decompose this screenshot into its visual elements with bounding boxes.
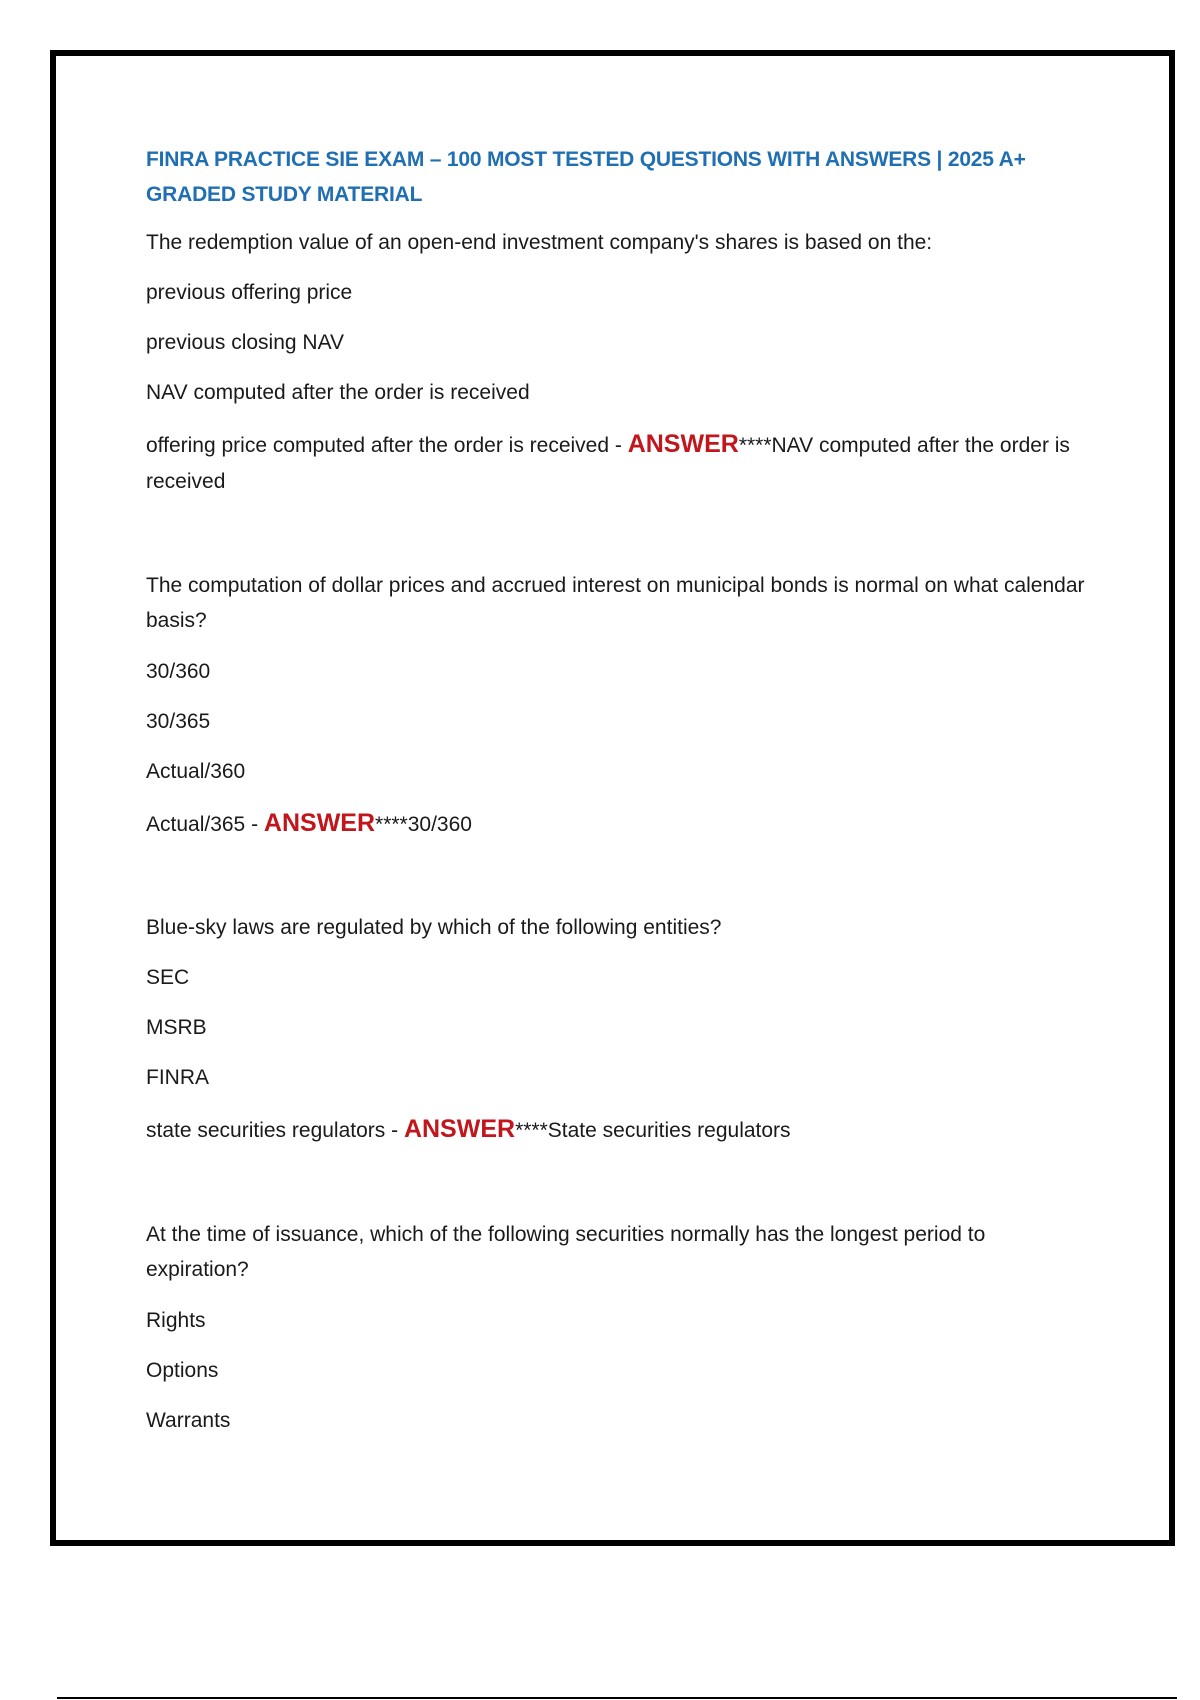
answer-separator: - (609, 434, 628, 457)
page-bottom-rule (57, 1697, 1177, 1699)
answer-label: ANSWER (627, 430, 739, 458)
answer-option: previous offering price (146, 281, 353, 304)
question-prompt: The computation of dollar prices and accrued interest on municipal bonds is normal on what calendar basis? (146, 574, 1085, 632)
question-prompt: Blue-sky laws are regulated by which of the following entities? (146, 916, 722, 939)
answer-label: ANSWER (403, 1115, 516, 1143)
answer-separator: - (245, 813, 264, 836)
answer-option: 30/365 (146, 710, 211, 733)
question-block (146, 911, 1086, 1149)
answer-label: ANSWER (263, 809, 376, 837)
answer-text: NAV computed after the order is received (146, 434, 1070, 493)
question-block (146, 226, 1086, 500)
question-block (146, 1217, 1086, 1437)
question-prompt: At the time of issuance, which of the following securities normally has the longest period to expiration? (146, 1223, 986, 1281)
answer-marker: **** (375, 813, 408, 836)
answer-marker: **** (738, 434, 772, 457)
answer-option: Options (146, 1359, 219, 1382)
answer-separator: - (385, 1119, 404, 1142)
answer-option: SEC (146, 966, 190, 989)
answer-option-with-answer (146, 805, 1086, 843)
answer-option: Warrants (146, 1409, 231, 1432)
answer-option: previous closing NAV (146, 331, 345, 354)
question-block (146, 568, 1086, 843)
answer-option: Rights (146, 1309, 206, 1332)
answer-marker: **** (515, 1119, 548, 1142)
question-spacer (146, 500, 1086, 568)
answer-option: state securities regulators (146, 1119, 386, 1142)
question-spacer (146, 843, 1086, 911)
answer-option: Actual/365 (146, 813, 246, 836)
answer-option: MSRB (146, 1016, 207, 1039)
question-prompt: The redemption value of an open-end investment company's shares is based on the: (146, 231, 933, 254)
answer-option: FINRA (146, 1066, 209, 1089)
question-spacer (146, 1149, 1086, 1217)
answer-option: NAV computed after the order is received (146, 381, 530, 404)
document-title: FINRA PRACTICE SIE EXAM – 100 MOST TESTED QUESTIONS WITH ANSWERS | 2025 A+ GRADED STUDY MATERIAL (146, 148, 1026, 206)
answer-option: offering price computed after the order is received (146, 434, 610, 457)
answer-option-with-answer (146, 1111, 1086, 1149)
document-body (146, 142, 1086, 1454)
answer-option-with-answer (146, 426, 1086, 500)
answer-text: 30/360 (407, 813, 472, 836)
answer-text: State securities regulators (547, 1119, 791, 1142)
answer-option: 30/360 (146, 660, 211, 683)
answer-option: Actual/360 (146, 760, 246, 783)
